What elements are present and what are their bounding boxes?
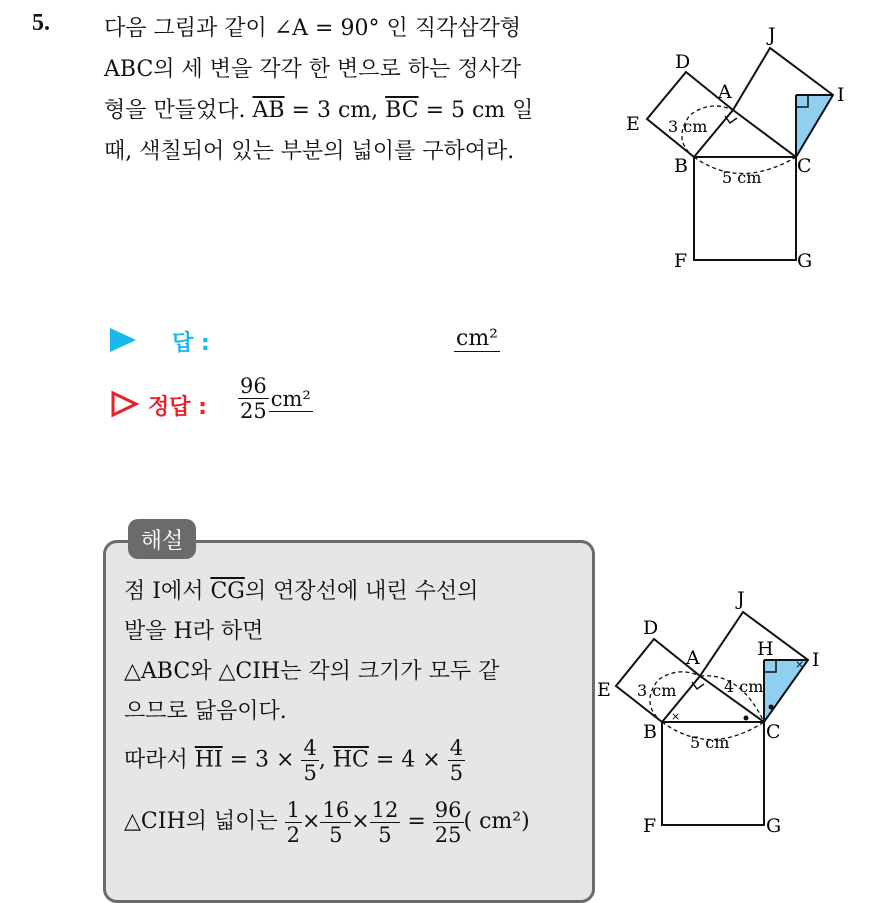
problem-line-1: 다음 그림과 같이 ∠A = 90° 인 직각삼각형 [104, 16, 521, 41]
angle-mark-c2 [769, 705, 774, 710]
answer-label: 답 : [172, 331, 210, 356]
label-f: F [674, 250, 688, 272]
times-1: × [302, 809, 321, 834]
frac-2-den: 5 [449, 761, 464, 785]
correct-arrow-icon [110, 390, 140, 418]
segment-hi: $\overline{HI}$ [194, 747, 223, 773]
segment-ab: $\overline{AB}$ [252, 98, 285, 123]
label-b: B [674, 155, 688, 177]
correct-denominator: 25 [240, 399, 267, 423]
label-d-2: D [643, 617, 659, 639]
problem-number: 5. [32, 10, 50, 36]
correct-answer [238, 374, 313, 423]
problem-text [104, 8, 599, 172]
problem-line-3 [104, 90, 599, 131]
correct-label: 정답 : [148, 395, 207, 420]
problem-line-4: 때, 색칠되어 있는 부분의 넓이를 구하여라. [104, 139, 515, 164]
solution-line-5a: 따라서 [124, 747, 195, 773]
times-2: × [351, 809, 370, 834]
segment-hc: $\overline{HC}$ [332, 747, 369, 773]
solution-line-2: 발을 H라 하면 [124, 619, 264, 644]
figure-1 [620, 20, 850, 275]
segment-cg: $\overline{CG}$ [210, 579, 245, 604]
label-d: D [675, 51, 691, 73]
problem-line-2: ABC의 세 변을 각각 한 변으로 하는 정사각 [104, 57, 522, 82]
solution-line-3: △ABC와 △CIH는 각의 크기가 모두 같 [124, 659, 500, 684]
correct-unit: cm² [270, 386, 311, 411]
length-bc: 5 cm [722, 168, 762, 187]
solution-line-4: 으므로 닮음이다. [124, 699, 287, 724]
label-i: I [837, 84, 845, 106]
solution-line-1a: 점 I에서 [124, 579, 211, 604]
frac-3-den: 2 [286, 822, 301, 847]
length-ab: 3 cm [668, 117, 708, 136]
solution-line-1b: 의 연장선에 내린 수선의 [244, 579, 479, 604]
angle-mark-c [744, 716, 749, 721]
solution-tab: 해설 [128, 519, 196, 559]
solution-text [124, 572, 584, 847]
solution-unit: ( cm²) [463, 809, 530, 834]
problem-line-3-text: 형을 만들었다. [104, 98, 246, 123]
solution-line-5b: = 3 × [222, 747, 295, 773]
frac-1-num: 4 [303, 736, 317, 760]
length-ab-2: 3 cm [637, 681, 677, 700]
ab-value: = 3 cm, [284, 98, 379, 123]
length-bc-2: 5 cm [690, 733, 730, 752]
solution-line-1 [124, 572, 584, 612]
label-c-2: C [766, 721, 781, 743]
solution-line-6a: △CIH의 넓이는 [124, 809, 278, 834]
label-b-2: B [643, 721, 657, 743]
label-c: C [797, 155, 812, 177]
length-ac-2: 4 cm [724, 677, 764, 696]
label-g: G [797, 250, 813, 272]
frac-5-den: 5 [378, 822, 392, 847]
frac-3-num: 1 [286, 797, 301, 822]
frac-1-den: 5 [303, 761, 317, 785]
label-f-2: F [643, 815, 657, 837]
label-a: A [718, 81, 732, 103]
frac-4-den: 5 [329, 822, 343, 847]
frac-2-num: 4 [449, 736, 464, 760]
bc-value: = 5 cm 일 [418, 98, 534, 123]
frac-4-num: 16 [322, 797, 350, 822]
correct-numerator: 96 [240, 374, 267, 398]
equals-sign: = [407, 809, 426, 834]
frac-6-num: 96 [434, 797, 462, 822]
label-e: E [626, 113, 640, 135]
answer-arrow-icon [110, 328, 136, 356]
label-a-2: A [686, 647, 700, 669]
label-j-2: J [737, 588, 745, 610]
label-j: J [768, 24, 776, 46]
solution-line-5 [124, 736, 584, 785]
solution-line-5d: = 4 × [368, 747, 441, 773]
angle-mark-i: × [795, 658, 805, 671]
answer-unit: cm² [456, 326, 499, 351]
label-e-2: E [597, 679, 611, 701]
angle-mark-b: × [671, 710, 681, 723]
label-g-2: G [766, 815, 782, 837]
frac-5-num: 12 [371, 797, 399, 822]
solution-line-5c: , [318, 747, 333, 773]
label-h-2: H [757, 638, 774, 660]
segment-bc: $\overline{BC}$ [385, 98, 419, 123]
frac-6-den: 25 [434, 822, 462, 847]
figure-2 [595, 585, 840, 840]
solution-line-6 [124, 797, 584, 847]
label-i-2: I [812, 649, 820, 671]
